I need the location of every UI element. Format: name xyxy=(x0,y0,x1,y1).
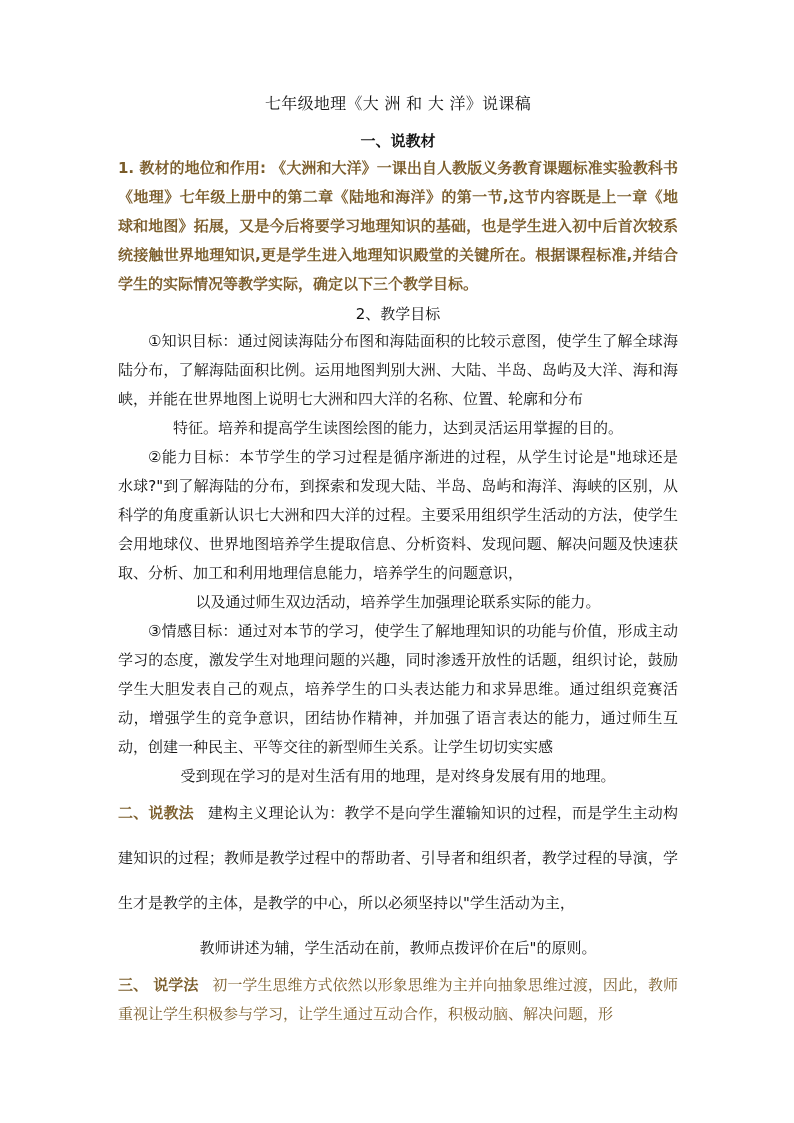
goal-ability xyxy=(118,443,678,617)
teaching-method-label: 二、说教法 xyxy=(118,804,194,822)
section-teaching-method xyxy=(118,791,678,971)
teaching-method-text: 建构主义理论认为：教学不是向学生灌输知识的过程，而是学生主动构建知识的过程；教师是教学过程中的帮助者、引导者和组织者，教学过程的导演，学生才是教学的主体，是教学的中心，所以必须坚持以"学生活动为主， xyxy=(118,804,678,912)
goal-emotion xyxy=(118,617,678,791)
document-page xyxy=(118,92,678,1029)
goal-knowledge-body: ①知识目标：通过阅读海陆分布图和海陆面积的比较示意图，使学生了解全球海陆分布，了解海陆面积比例。运用地图判别大洲、大陆、半岛、岛屿及大洋、海和海峡，并能在世界地图上说明七大洲和四大洋的名称、位置、轮廓和分布 xyxy=(118,332,678,408)
teaching-method-body xyxy=(118,791,678,926)
learning-method-text: 初一学生思维方式依然以形象思维为主并向抽象思维过渡，因此，教师重视让学生积极参与学习，让学生通过互动合作，积极动脑、解决问题，形 xyxy=(118,976,678,1023)
goal-ability-body: ②能力目标：本节学生的学习过程是循序渐进的过程，从学生讨论是"地球还是水球?"到了解海陆的分布，到探索和发现大陆、半岛、岛屿和海洋、海峡的区别，从科学的角度重新认识七大洲和四大洋的过程。主要采用组织学生活动的方法，使学生会用地球仪、世界地图培养学生提取信息、分析资料、发现问题、解决问题及快速获取、分析、加工和利用地理信息能力，培养学生的问题意识， xyxy=(118,448,678,582)
paragraph-material-role: 1. 教材的地位和作用: 《大洲和大洋》一课出自人教版义务教育课题标准实验教科书《地理》七年级上册中的第二章《陆地和海洋》的第一节,这节内容既是上一章《地球和地图》拓展，又是今后将要学习地理知识的基础，也是学生进入初中后首次较系统接触世界地理知识,更是学生进入地理知识殿堂的关键所在。根据课程标准,并结合学生的实际情况等教学实际，确定以下三个教学目标。 xyxy=(118,159,678,293)
learning-method-body xyxy=(118,971,678,1029)
document-title: 七年级地理《大 洲 和 大 洋》说课稿 xyxy=(264,94,532,113)
goal-ability-tail: 以及通过师生双边活动，培养学生加强理论联系实际的能力。 xyxy=(195,593,601,611)
goal-emotion-tail: 受到现在学习的是对生活有用的地理，是对终身发展有用的地理。 xyxy=(180,767,616,785)
section-learning-method xyxy=(118,971,678,1029)
goal-knowledge xyxy=(118,327,678,443)
section-heading-teaching-material: 一、说教材 xyxy=(360,132,436,150)
goal-emotion-body: ③情感目标：通过对本节的学习，使学生了解地理知识的功能与价值，形成主动学习的态度，激发学生对地理问题的兴趣，同时渗透开放性的话题，组织讨论，鼓励学生大胆发表自己的观点，培养学生的口头表达能力和求异思维。通过组织竞赛活动，增强学生的竞争意识，团结协作精神，并加强了语言表达的能力，通过师生互动，创建一种民主、平等交往的新型师生关系。让学生切切实实感 xyxy=(118,622,678,756)
teaching-method-tail: 教师讲述为辅，学生活动在前，教师点拨评价在后"的原则。 xyxy=(199,939,597,957)
goal-knowledge-tail: 特征。培养和提高学生读图绘图的能力，达到灵活运用掌握的目的。 xyxy=(172,419,623,437)
section-heading-teaching-goals: 2、教学目标 xyxy=(355,305,441,323)
learning-method-label: 三、 说学法 xyxy=(118,976,199,994)
